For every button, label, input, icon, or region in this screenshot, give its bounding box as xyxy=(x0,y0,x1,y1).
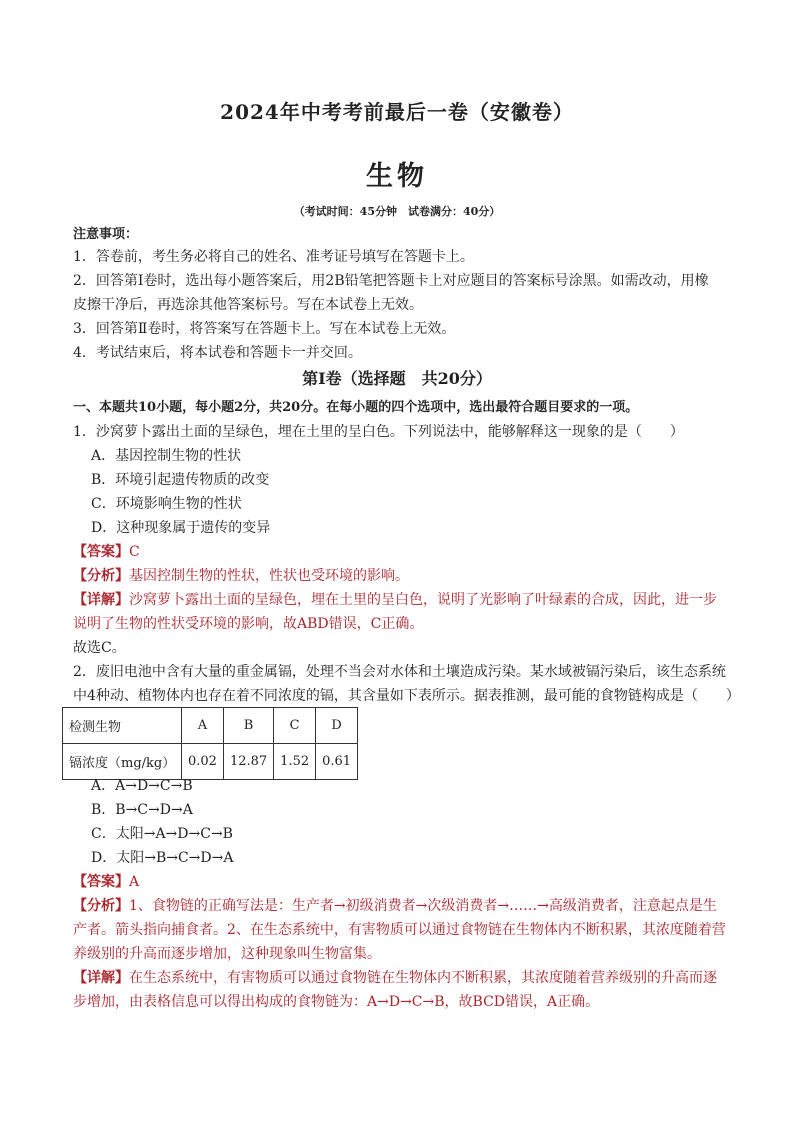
q2-detail-cont: 步增加，由表格信息可以得出构成的食物链为：A→D→C→B，故BCD错误，A正确。 xyxy=(73,994,600,1010)
question-2-rest xyxy=(73,774,726,1014)
subject-title: 生物 xyxy=(366,161,428,192)
table-header-cell: A xyxy=(182,708,224,744)
q1-detail-cont: 说明了生物的性状受环境的影响，故ABD错误，C正确。 xyxy=(73,616,424,632)
q2-analysis-cont: 养级别的升高而逐步增加，这种现象叫生物富集。 xyxy=(73,946,381,962)
q1-option-c: C．环境影响生物的性状 xyxy=(91,496,242,512)
table-header-cell: B xyxy=(223,708,273,744)
notice-item: 2．回答第Ⅰ卷时，选出每小题答案后，用2B铅笔把答题卡上对应题目的答案标号涂黑。如需改动，用橡 xyxy=(73,273,709,289)
section-title: 第Ⅰ卷（选择题 共20分） xyxy=(302,369,492,388)
notice-item: 皮擦干净后，再选涂其他答案标号。写在本试卷上无效。 xyxy=(73,297,423,313)
q2-option-b: B．B→C→D→A xyxy=(91,802,193,818)
analysis-text: 基因控制生物的性状，性状也受环境的影响。 xyxy=(129,568,409,584)
q1-answer xyxy=(73,540,723,564)
analysis-tag: 【分析】 xyxy=(73,898,129,914)
q2-answer xyxy=(73,870,723,894)
notice-item: 4．考试结束后，将本试卷和答题卡一并交回。 xyxy=(73,345,362,361)
answer-tag: 【答案】 xyxy=(73,874,129,890)
table-cell: 0.61 xyxy=(316,744,358,780)
answer-value: C xyxy=(129,544,140,560)
detail-tag: 【详解】 xyxy=(73,592,129,608)
exam-title: 2024年中考考前最后一卷（安徽卷） xyxy=(220,100,574,124)
table-header-cell: 检测生物 xyxy=(63,708,182,744)
table-header-cell: D xyxy=(316,708,358,744)
q1-analysis xyxy=(73,564,723,588)
answer-value: A xyxy=(129,874,140,890)
detail-text: 在生态系统中，有害物质可以通过食物链在生物体内不断积累，其浓度随着营养级别的升高而逐 xyxy=(129,970,717,986)
detail-text: 沙窝萝卜露出土面的呈绿色，埋在土里的呈白色，说明了光影响了叶绿素的合成，因此，进一步 xyxy=(129,592,717,608)
q2-option-c: C．太阳→A→D→C→B xyxy=(91,826,233,842)
exam-info: （考试时间：45分钟 试卷满分：40分） xyxy=(293,205,501,218)
q2-analysis xyxy=(73,894,723,918)
notice-list xyxy=(73,245,723,365)
q2-analysis-cont: 产者。箭头指向捕食者。2、在生态系统中，有害物质可以通过食物链在生物体内不断积累，其浓度随着营 xyxy=(73,922,726,938)
answer-tag: 【答案】 xyxy=(73,544,129,560)
table-cell: 1.52 xyxy=(274,744,316,780)
detail-tag: 【详解】 xyxy=(73,970,129,986)
cadmium-table xyxy=(62,707,358,780)
q1-stem: 1．沙窝萝卜露出土面的呈绿色，埋在土里的呈白色。下列说法中，能够解释这一现象的是（ ） xyxy=(73,424,684,440)
analysis-tag: 【分析】 xyxy=(73,568,129,584)
table-cell: 镉浓度（mg/kg） xyxy=(63,744,182,780)
notice-heading: 注意事项： xyxy=(73,227,139,242)
notice-item: 3．回答第Ⅱ卷时，将答案写在答题卡上。写在本试卷上无效。 xyxy=(73,321,456,337)
q1-option-b: B．环境引起遗传物质的改变 xyxy=(91,472,270,488)
table-cell: 12.87 xyxy=(223,744,273,780)
table-header-cell: C xyxy=(274,708,316,744)
table-row xyxy=(63,708,358,744)
q1-conclusion: 故选C。 xyxy=(73,640,126,656)
notice-item: 1．答卷前，考生务必将自己的姓名、准考证号填写在答题卡上。 xyxy=(73,249,474,265)
q2-detail xyxy=(73,966,723,990)
analysis-text: 1、食物链的正确写法是：生产者→初级消费者→次级消费者→……→高级消费者，注意起点是生 xyxy=(129,898,717,914)
q1-option-a: A．基因控制生物的性状 xyxy=(91,448,242,464)
q2-stem-1: 2．废旧电池中含有大量的重金属镉，处理不当会对水体和土壤造成污染。某水域被镉污染后，该生态系统 xyxy=(73,664,726,680)
q2-stem-2: 中4种动、植物体内也存在着不同浓度的镉，其含量如下表所示。据表推测，最可能的食物链构成是（ ） xyxy=(73,688,740,704)
section-instructions: 一、本题共10小题，每小题2分，共20分。在每小题的四个选项中，选出最符合题目要求的一项。 xyxy=(73,400,639,415)
q2-option-d: D．太阳→B→C→D→A xyxy=(91,850,234,866)
table-cell: 0.02 xyxy=(182,744,224,780)
question-1 xyxy=(73,396,740,708)
q1-detail xyxy=(73,588,723,612)
q1-option-d: D．这种现象属于遗传的变异 xyxy=(91,520,271,536)
q2-option-a: A．A→D→C→B xyxy=(91,778,193,794)
